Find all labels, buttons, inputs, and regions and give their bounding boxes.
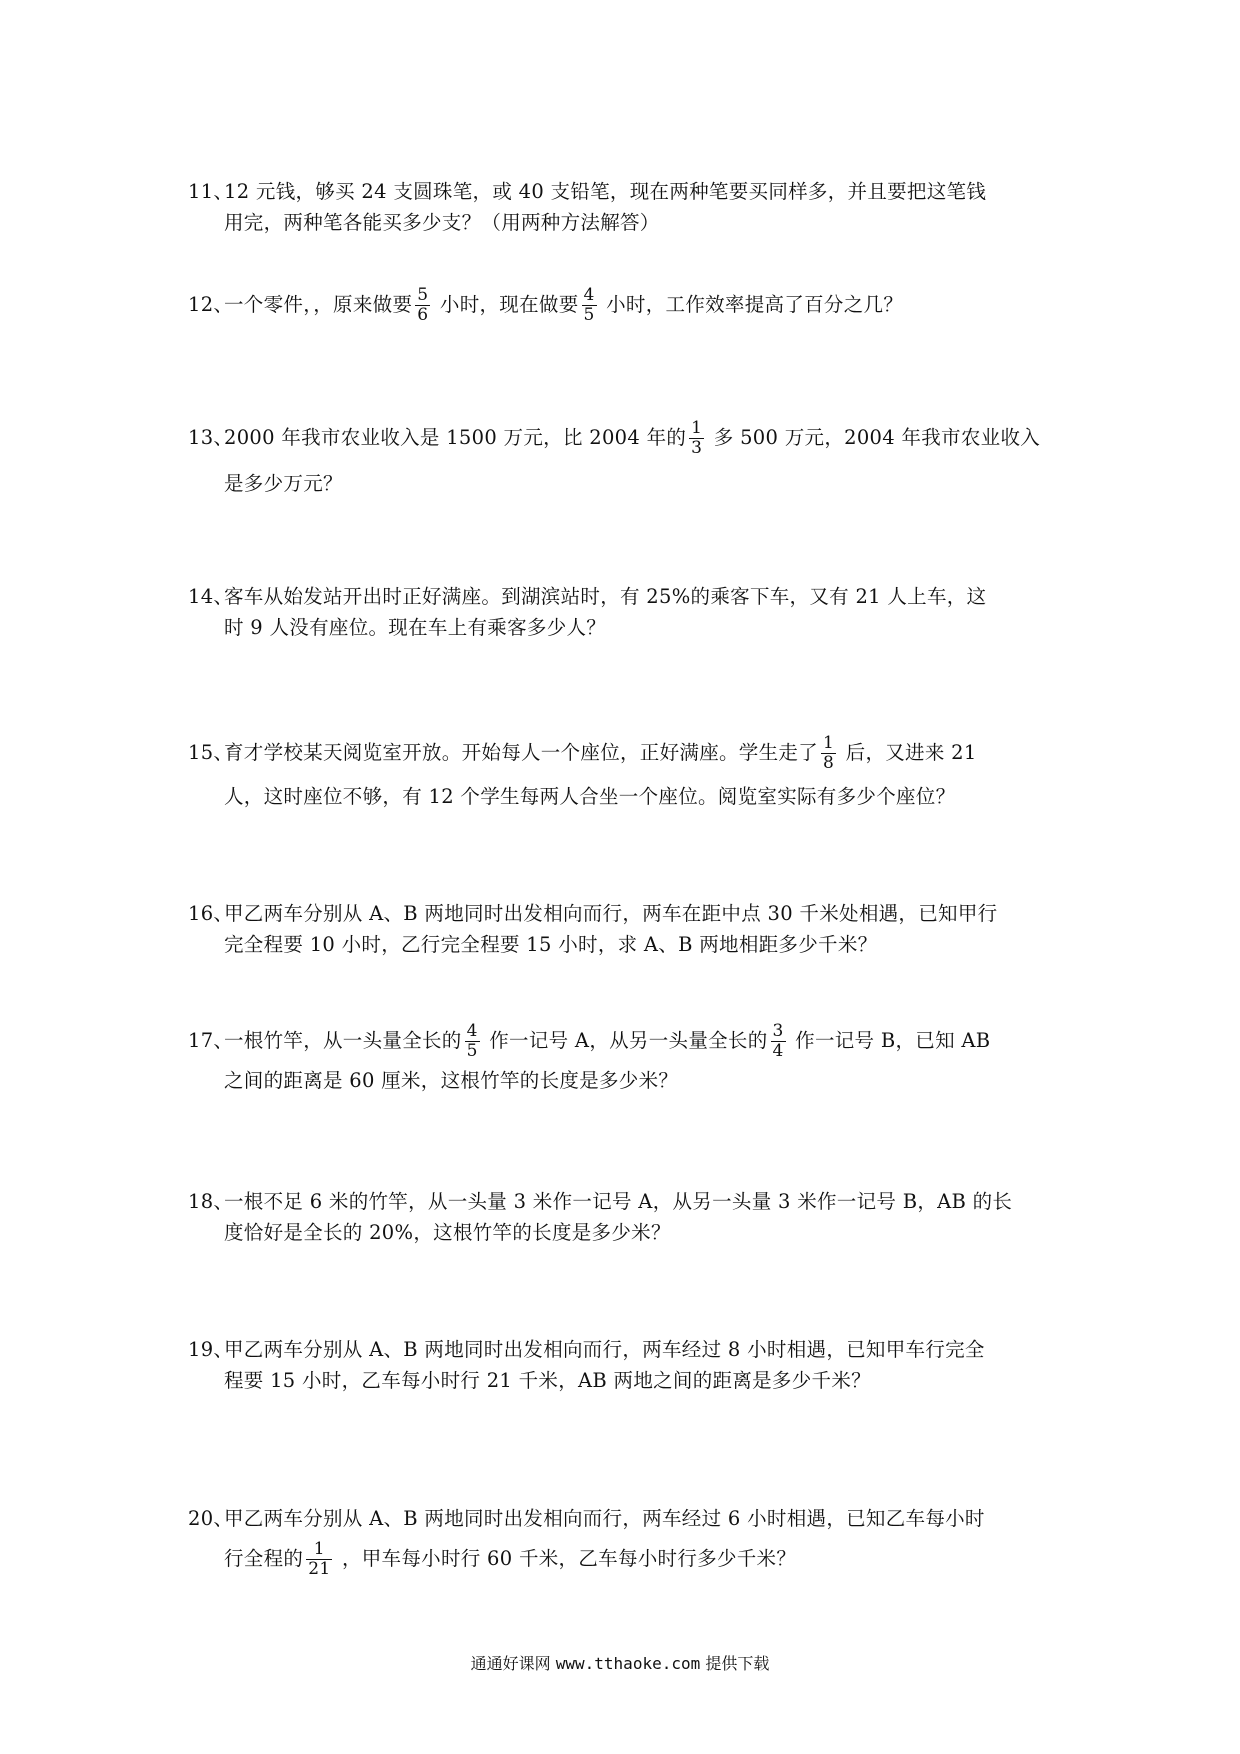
question-text: 程要 15 小时，乙车每小时行 21 千米，AB 两地之间的距离是多少千米？ (224, 1369, 871, 1392)
fraction-numerator: 1 (691, 418, 703, 438)
fraction-denominator: 5 (583, 305, 595, 325)
question-text: 后，又进来 21 (845, 741, 977, 764)
question-text: 之间的距离是 60 厘米，这根竹竿的长度是多少米？ (224, 1069, 679, 1092)
question-17 (188, 1022, 1058, 1096)
fraction-numerator: 3 (772, 1021, 784, 1041)
question-text: 用完，两种笔各能买多少支？（用两种方法解答） (224, 211, 660, 234)
fraction (465, 1022, 480, 1061)
question-text: 育才学校某天阅览室开放。开始每人一个座位，正好满座。学生走了 (224, 741, 819, 764)
question-16 (188, 898, 1058, 960)
footer-suffix: 提供下载 (705, 1654, 770, 1673)
question-line (188, 734, 1058, 773)
question-13 (188, 419, 1058, 499)
question-text: 一个零件，，原来做要 (224, 293, 413, 316)
question-text: 行全程的 (224, 1547, 304, 1570)
question-line (188, 1022, 1058, 1061)
question-text: 是多少万元？ (224, 472, 343, 495)
question-number: 12、 (188, 293, 234, 316)
page-footer (0, 1651, 1240, 1674)
question-text: 人，这时座位不够，有 12 个学生每两人合坐一个座位。阅览室实际有多少个座位？ (224, 785, 956, 808)
fraction (689, 419, 704, 458)
fraction-denominator: 3 (691, 438, 703, 458)
question-line (188, 419, 1058, 458)
question-number: 17、 (188, 1029, 234, 1052)
question-15 (188, 734, 1058, 812)
question-text: 作一记号 B，已知 AB (795, 1029, 991, 1052)
question-19 (188, 1334, 1058, 1396)
fraction (582, 286, 597, 325)
fraction-denominator: 5 (466, 1041, 478, 1061)
fraction (306, 1540, 332, 1579)
question-text: 甲乙两车分别从 A、B 两地同时出发相向而行，两车经过 8 小时相遇，已知甲车行完全 (224, 1338, 985, 1361)
fraction-numerator: 4 (583, 285, 595, 305)
question-number: 18、 (188, 1190, 234, 1213)
question-line (188, 1334, 1058, 1365)
question-number: 13、 (188, 426, 234, 449)
question-text: 小时，工作效率提高了百分之几？ (606, 293, 904, 316)
question-11 (188, 176, 1058, 238)
question-text: 完全程要 10 小时，乙行完全程要 15 小时，求 A、B 两地相距多少千米？ (224, 933, 878, 956)
question-line (188, 1540, 1058, 1579)
question-text: 甲乙两车分别从 A、B 两地同时出发相向而行，两车在距中点 30 千米处相遇，已知甲行 (224, 902, 998, 925)
question-number: 16、 (188, 902, 234, 925)
fraction-denominator: 21 (308, 1559, 331, 1579)
question-12 (188, 286, 1058, 325)
question-line (188, 286, 1058, 325)
question-text: 一根不足 6 米的竹竿，从一头量 3 米作一记号 A，从另一头量 3 米作一记号 B，AB 的长 (224, 1190, 1013, 1213)
fraction (771, 1022, 786, 1061)
fraction-numerator: 1 (313, 1539, 325, 1559)
fraction-numerator: 5 (417, 285, 429, 305)
question-20 (188, 1503, 1058, 1579)
question-14 (188, 581, 1058, 643)
question-line (188, 898, 1058, 929)
fraction-denominator: 4 (772, 1041, 784, 1061)
question-number: 15、 (188, 741, 234, 764)
question-number: 11、 (188, 180, 234, 203)
question-line (188, 176, 1058, 207)
question-text: 作一记号 A，从另一头量全长的 (489, 1029, 768, 1052)
question-number: 19、 (188, 1338, 234, 1361)
fraction (821, 734, 836, 773)
question-text: 多 500 万元，2004 年我市农业收入 (713, 426, 1041, 449)
question-line (188, 1503, 1058, 1534)
question-line (188, 581, 1058, 612)
question-text: 小时，现在做要 (439, 293, 579, 316)
question-text: 度恰好是全长的 20%，这根竹竿的长度是多少米？ (224, 1221, 671, 1244)
question-text: 甲乙两车分别从 A、B 两地同时出发相向而行，两车经过 6 小时相遇，已知乙车每小时 (224, 1507, 985, 1530)
question-18 (188, 1186, 1058, 1248)
question-text: 2000 年我市农业收入是 1500 万元，比 2004 年的 (224, 426, 687, 449)
fraction-numerator: 4 (466, 1021, 478, 1041)
fraction (415, 286, 430, 325)
question-number: 14、 (188, 585, 234, 608)
question-line (188, 1186, 1058, 1217)
footer-site-name: 通通好课网 (470, 1654, 551, 1673)
question-text: ，甲车每小时行 60 千米，乙车每小时行多少千米？ (341, 1547, 797, 1570)
question-number: 20、 (188, 1507, 234, 1530)
question-text: 客车从始发站开出时正好满座。到湖滨站时，有 25%的乘客下车，又有 21 人上车，这 (224, 585, 987, 608)
footer-url: www.tthaoke.com (555, 1654, 701, 1673)
question-text: 12 元钱，够买 24 支圆珠笔，或 40 支铅笔，现在两种笔要买同样多，并且要把这笔钱 (224, 180, 987, 203)
fraction-numerator: 1 (823, 733, 835, 753)
question-text: 时 9 人没有座位。现在车上有乘客多少人？ (224, 616, 607, 639)
question-text: 一根竹竿，从一头量全长的 (224, 1029, 462, 1052)
fraction-denominator: 8 (823, 753, 835, 773)
fraction-denominator: 6 (417, 305, 429, 325)
